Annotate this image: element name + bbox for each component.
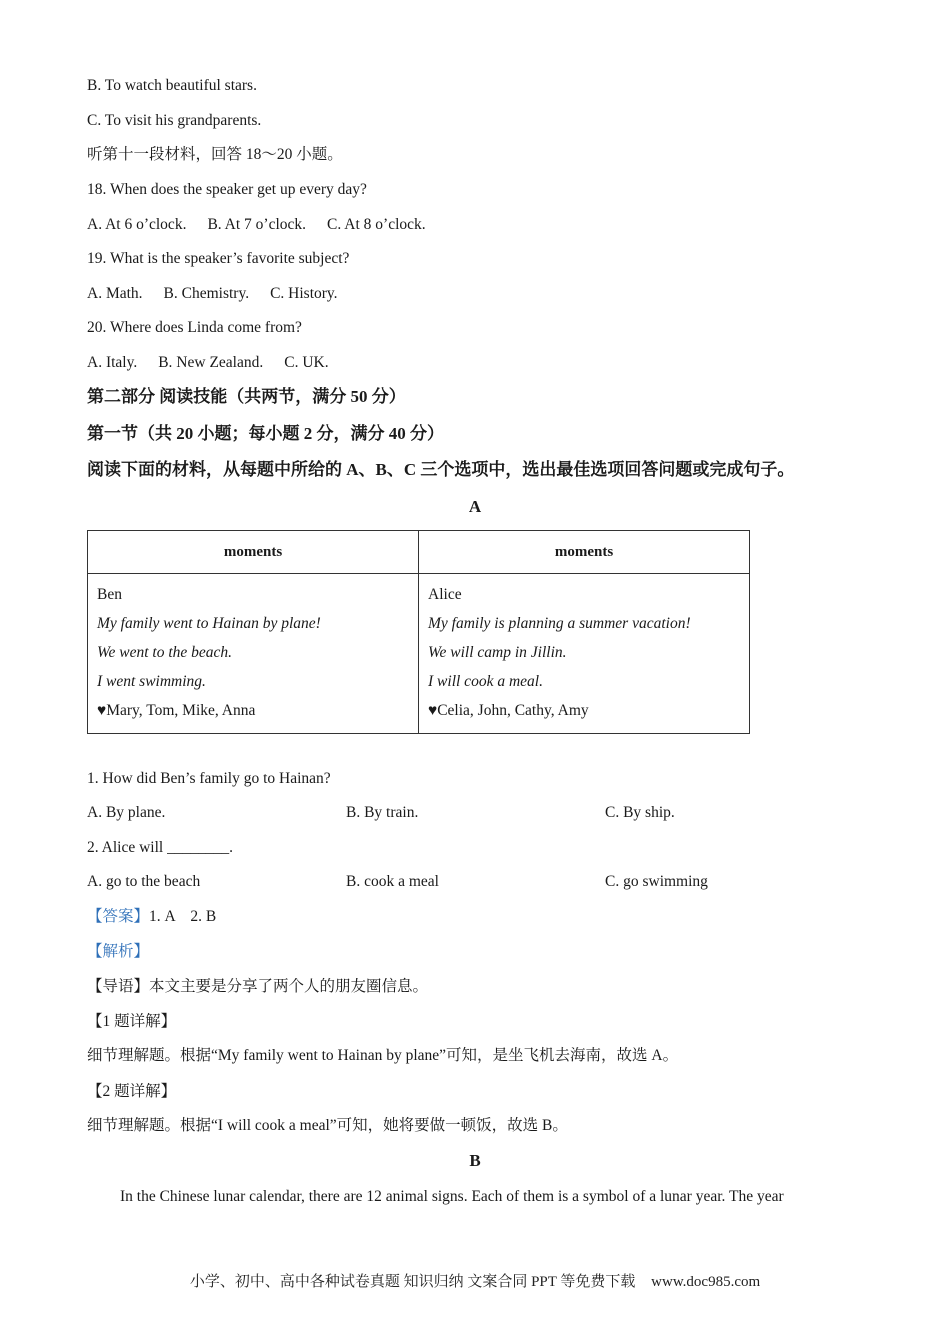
detail-2-text: 细节理解题。根据“I will cook a meal”可知，她将要做一顿饭，故选 B。 [87, 1117, 568, 1134]
post-line: I went swimming. [97, 673, 206, 690]
option: B. New Zealand. [158, 354, 264, 371]
post-line: I will cook a meal. [428, 673, 543, 690]
passage-label-b: B [469, 1151, 481, 1170]
table-row [88, 574, 750, 734]
reading-instruction: 阅读下面的材料，从每题中所给的 A、B、C 三个选项中，选出最佳选项回答问题或完成句子。 [87, 460, 795, 479]
answer-line [87, 907, 216, 927]
option: C. go swimming [605, 873, 708, 890]
post-line: We went to the beach. [97, 644, 233, 661]
page-footer [0, 1270, 950, 1291]
post-line: My family went to Hainan by plane! [97, 615, 321, 632]
ben-moment [88, 574, 419, 734]
table-header: moments [88, 531, 419, 574]
question-20-options [87, 353, 329, 373]
question-18: 18. When does the speaker get up every day? [87, 181, 367, 198]
option: A. At 6 o’clock. [87, 216, 187, 233]
passage-b-text: In the Chinese lunar calendar, there are 12 animal signs. Each of them is a symbol of a lunar year. The year [120, 1188, 784, 1205]
option: A. go to the beach [87, 873, 201, 890]
detail-1-title: 【1 题详解】 [87, 1013, 177, 1030]
footer-text: 小学、初中、高中各种试卷真题 知识归纳 文案合同 PPT 等免费下载 [189, 1274, 636, 1290]
question-19-options [87, 284, 338, 304]
footer-site-link[interactable]: www.doc985.com [651, 1274, 761, 1290]
option-line: C. To visit his grandparents. [87, 112, 262, 129]
moments-table [87, 530, 750, 734]
passage-label-a: A [468, 497, 482, 516]
analysis-label: 【解析】 [87, 943, 150, 960]
option: C. UK. [284, 354, 329, 371]
option: C. History. [270, 285, 338, 302]
post-line: We will camp in Jillin. [428, 644, 567, 661]
option: A. By plane. [87, 804, 166, 821]
option: A. Math. [87, 285, 143, 302]
question-2: 2. Alice will ________. [87, 839, 233, 856]
detail-1-text: 细节理解题。根据“My family went to Hainan by plane”可知，是坐飞机去海南，故选 A。 [87, 1047, 679, 1064]
instruction-line: 听第十一段材料，回答 18～20 小题。 [87, 146, 343, 163]
poster-name: Ben [97, 586, 122, 603]
table-header: moments [419, 531, 750, 574]
section-heading: 第二部分 阅读技能（共两节，满分 50 分） [87, 387, 406, 406]
likes-list: ♥Celia, John, Cathy, Amy [428, 702, 589, 719]
option: B. By train. [346, 804, 419, 821]
post-line: My family is planning a summer vacation! [428, 615, 691, 632]
answer-label: 【答案】 [87, 908, 150, 925]
intro-line: 【导语】本文主要是分享了两个人的朋友圈信息。 [87, 978, 429, 995]
table-header-row [88, 531, 750, 574]
option: B. cook a meal [346, 873, 439, 890]
option: B. Chemistry. [163, 285, 250, 302]
question-1: 1. How did Ben’s family go to Hainan? [87, 770, 331, 787]
poster-name: Alice [428, 586, 462, 603]
alice-moment [419, 574, 750, 734]
likes-list: ♥Mary, Tom, Mike, Anna [97, 702, 256, 719]
option: A. Italy. [87, 354, 138, 371]
option: C. By ship. [605, 804, 675, 821]
option-line: B. To watch beautiful stars. [87, 77, 257, 94]
detail-2-title: 【2 题详解】 [87, 1083, 177, 1100]
subsection-heading: 第一节（共 20 小题；每小题 2 分，满分 40 分） [87, 424, 444, 443]
answer-text: 1. A 2. B [149, 908, 217, 925]
question-19: 19. What is the speaker’s favorite subject? [87, 250, 350, 267]
option: B. At 7 o’clock. [207, 216, 307, 233]
option: C. At 8 o’clock. [327, 216, 426, 233]
question-20: 20. Where does Linda come from? [87, 319, 302, 336]
question-18-options [87, 215, 426, 235]
